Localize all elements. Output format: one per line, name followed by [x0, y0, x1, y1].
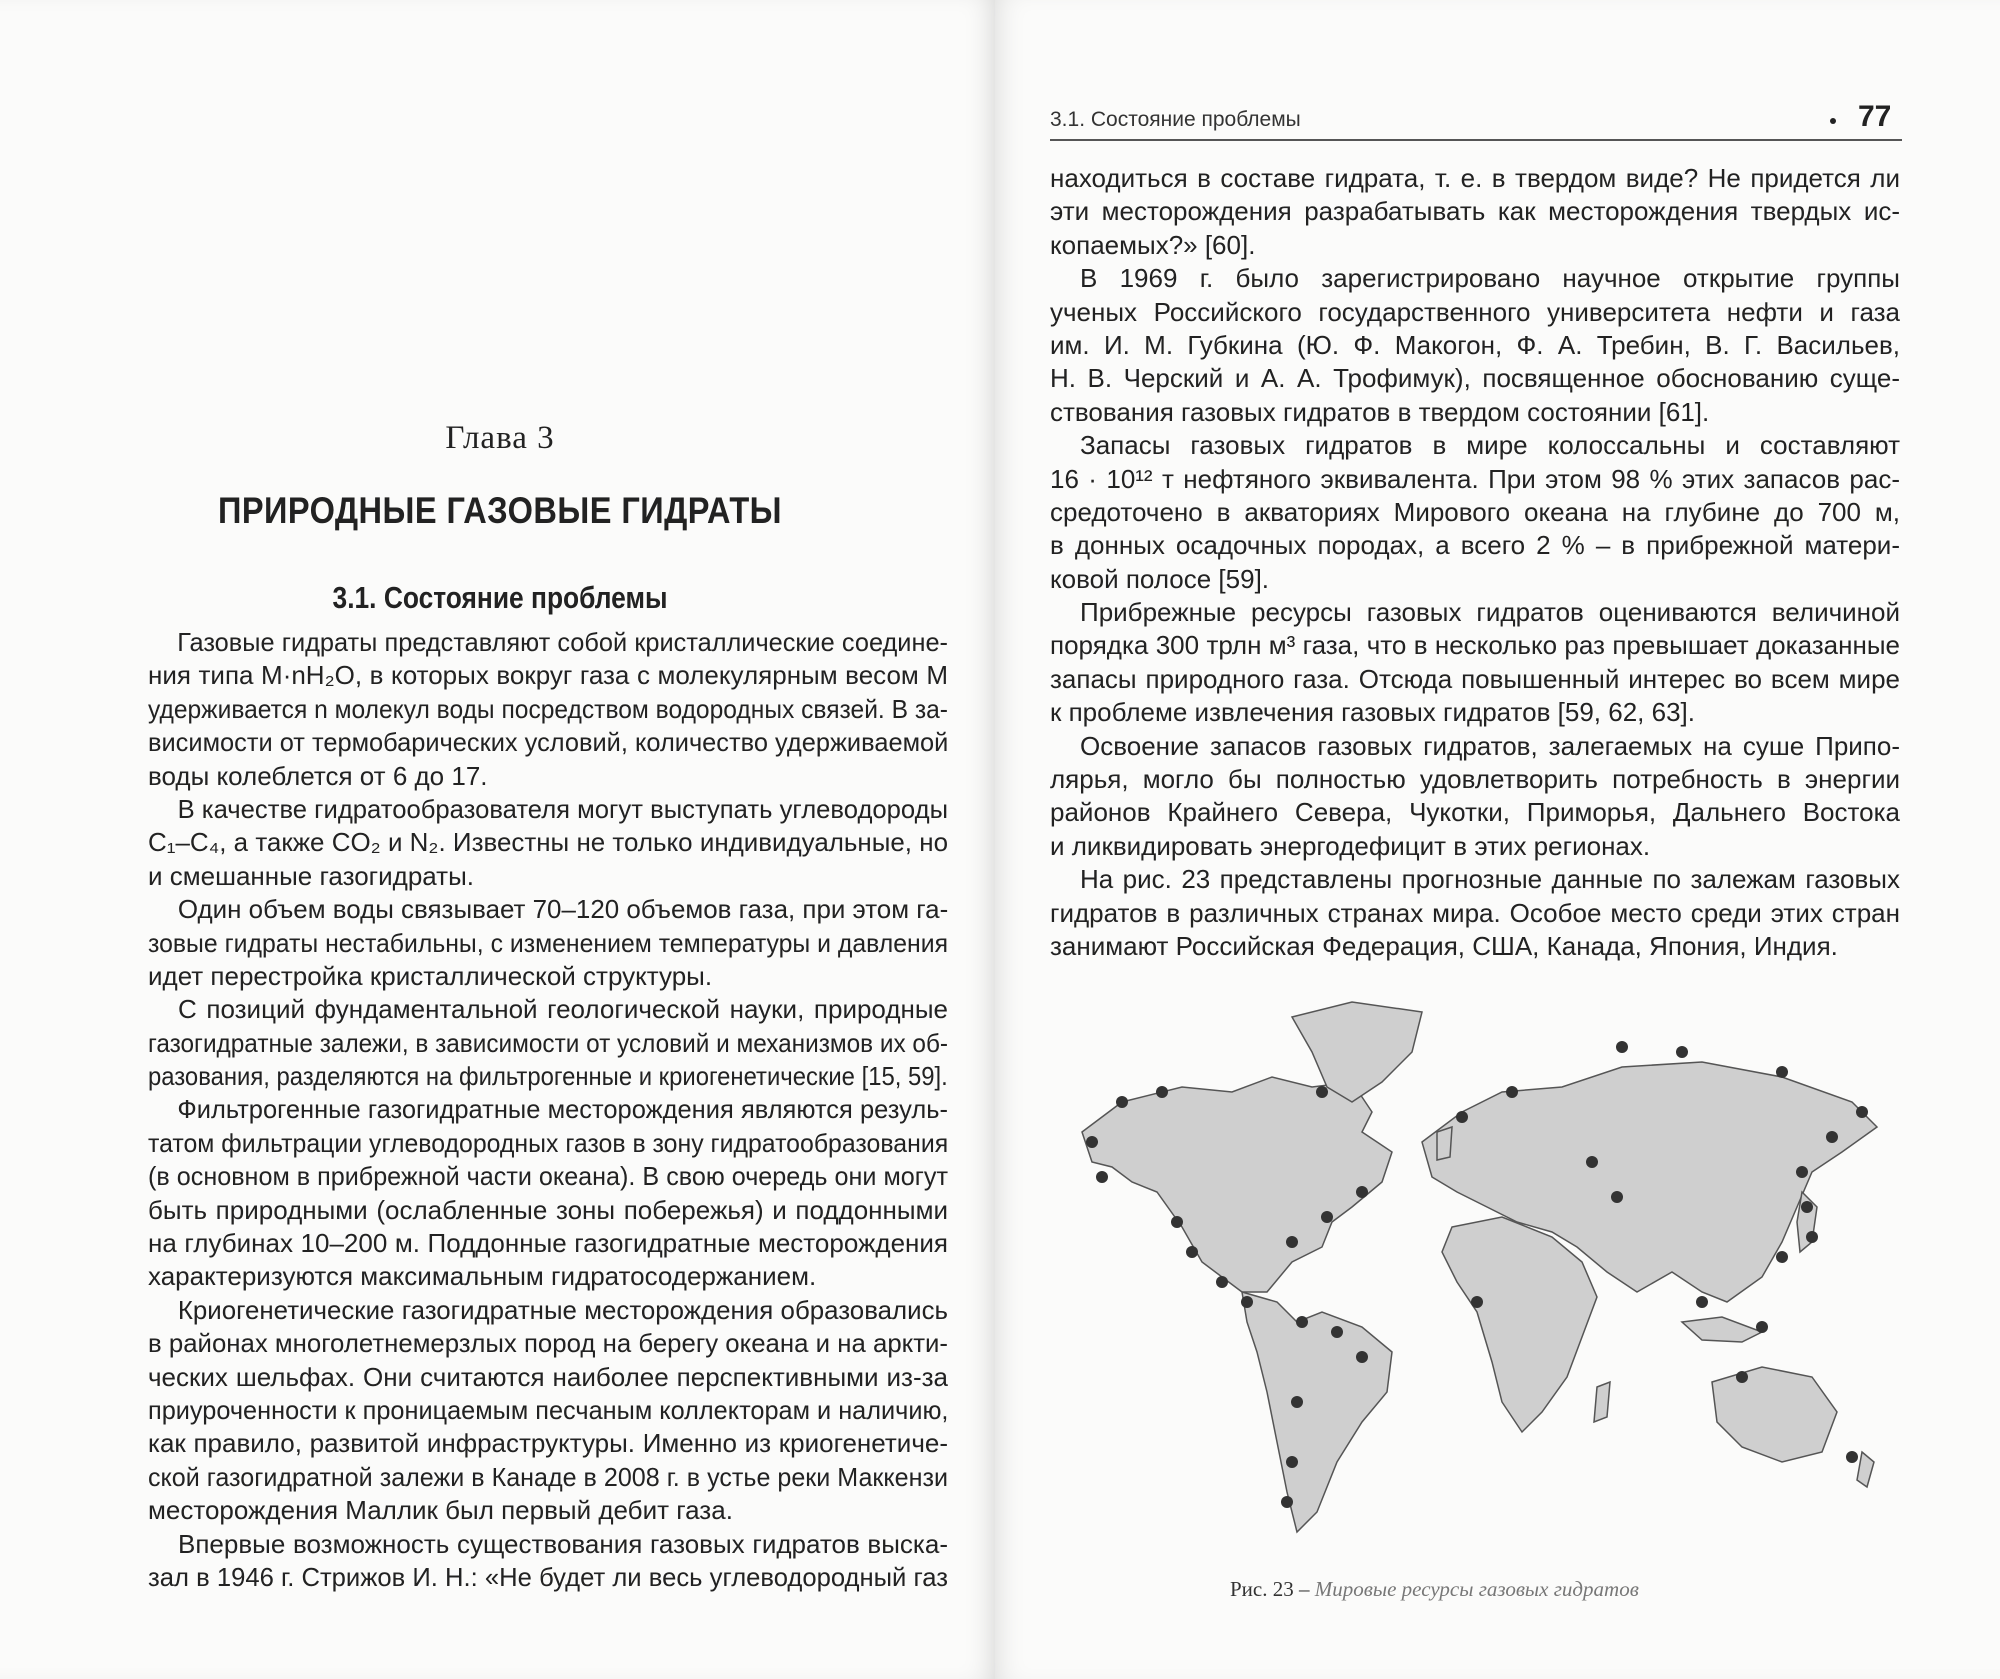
deposit-marker	[1736, 1371, 1748, 1383]
deposit-marker	[1776, 1251, 1788, 1263]
deposit-marker	[1316, 1086, 1328, 1098]
left-body-text	[148, 626, 948, 1594]
deposit-marker	[1216, 1276, 1228, 1288]
page-number: 77	[1858, 100, 1892, 133]
continents	[1082, 1002, 1877, 1532]
deposit-marker	[1806, 1231, 1818, 1243]
deposit-marker	[1086, 1136, 1098, 1148]
text-line: эти месторождения разрабатывать как месторождения твердых ис-	[1050, 196, 1900, 227]
text-line: районов Крайнего Севера, Чукотки, Приморья, Дальнего Востока	[1050, 797, 1900, 828]
text-line: к проблеме извлечения газовых гидратов [59, 62, 63].	[1050, 697, 1695, 728]
chapter-label: Глава 3	[445, 420, 555, 456]
text-line: ствования газовых гидратов в твердом состоянии [61].	[1050, 396, 1710, 427]
deposit-marker	[1616, 1041, 1628, 1053]
text-line: в донных осадочных породах, а всего 2 % – в прибрежной матери-	[1050, 530, 1900, 561]
text-line: С позиций фундаментальной геологической науки, природные	[178, 994, 948, 1025]
text-line: быть природными (ослабленные зоны побережья) и поддонными	[148, 1194, 948, 1225]
text-line: татом фильтрации углеводородных газов в зону гидратообразования	[148, 1127, 949, 1158]
text-line: и ликвидировать энергодефицит в этих регионах.	[1050, 830, 1651, 861]
deposit-marker	[1286, 1236, 1298, 1248]
text-line: Газовые гидраты представляют собой кристаллические соедине-	[177, 627, 948, 657]
text-line: Криогенетические газогидратные месторождения образовались	[177, 1294, 948, 1325]
text-line: разования, разделяются на фильтрогенные и криогенетические [15, 59].	[148, 1061, 948, 1092]
text-line: ния типа M·nH₂O, в которых вокруг газа с молекулярным весом M	[148, 660, 948, 691]
deposit-marker	[1756, 1321, 1768, 1333]
deposit-marker	[1171, 1216, 1183, 1228]
text-line: В качестве гидратообразователя могут выступать углеводороды	[177, 793, 948, 824]
deposit-marker	[1096, 1171, 1108, 1183]
deposit-marker	[1296, 1316, 1308, 1328]
south-america-shape	[1242, 1292, 1392, 1532]
text-line: зал в 1946 г. Стрижов И. Н.: «Не будет ли весь углеводородный газ	[148, 1561, 948, 1592]
header-bullet	[1830, 118, 1836, 124]
madagascar-shape	[1594, 1382, 1610, 1422]
text-line: порядка 300 трлн м³ газа, что в несколько раз превышает доказанные	[1050, 630, 1900, 661]
text-line: ской газогидратной залежи в Канаде в 2008 г. в устье реки Маккензи	[148, 1461, 948, 1492]
text-line: гидратов в различных странах мира. Особое место среди этих стран	[1050, 897, 1900, 928]
text-line: удерживается n молекул воды посредством водородных связей. В за-	[148, 693, 948, 724]
deposit-marker	[1356, 1186, 1368, 1198]
deposit-marker	[1846, 1451, 1858, 1463]
north-america-shape	[1082, 1077, 1392, 1292]
deposit-marker	[1456, 1111, 1468, 1123]
deposit-marker	[1321, 1211, 1333, 1223]
text-line: приуроченности к проницаемым песчаным коллекторам и наличию,	[148, 1394, 949, 1425]
deposit-marker	[1186, 1246, 1198, 1258]
text-line: воды колеблется от 6 до 17.	[148, 760, 488, 791]
text-line: Впервые возможность существования газовых гидратов выска-	[178, 1528, 948, 1559]
text-line: характеризуются максимальным гидратосодержанием.	[148, 1261, 817, 1292]
deposit-marker	[1291, 1396, 1303, 1408]
deposit-marker	[1116, 1096, 1128, 1108]
text-line: висимости от термобарических условий, количество удерживаемой	[148, 727, 949, 758]
deposit-marker	[1356, 1351, 1368, 1363]
text-line: ученых Российского государственного университета нефти и газа	[1050, 296, 1900, 327]
text-line: занимают Российская Федерация, США, Канада, Япония, Индия.	[1050, 930, 1838, 961]
header-rule	[1050, 139, 1902, 141]
deposit-marker	[1611, 1191, 1623, 1203]
deposit-marker	[1801, 1201, 1813, 1213]
deposit-marker	[1286, 1456, 1298, 1468]
text-line: газогидратные залежи, в зависимости от условий и механизмов их об-	[148, 1027, 949, 1058]
text-line: им. И. М. Губкина (Ю. Ф. Макогон, Ф. А. Требин, В. Г. Васильев,	[1050, 329, 1900, 360]
deposit-marker	[1776, 1066, 1788, 1078]
text-line: Запасы газовых гидратов в мире колоссальны и составляют	[1080, 430, 1900, 461]
text-line: На рис. 23 представлены прогнозные данные по залежам газовых	[1080, 864, 1900, 895]
deposit-marker	[1506, 1086, 1518, 1098]
text-line: в районах многолетнемерзлых пород на берегу океана и на аркти-	[148, 1328, 948, 1359]
text-line: на глубинах 10–200 м. Поддонные газогидратные месторождения	[148, 1228, 948, 1259]
deposit-marker	[1796, 1166, 1808, 1178]
deposit-marker	[1241, 1296, 1253, 1308]
text-line: и смешанные газогидраты.	[148, 860, 475, 891]
indonesia-shape	[1682, 1317, 1762, 1342]
uk-shape	[1437, 1127, 1452, 1160]
section-title: 3.1. Состояние проблемы	[332, 580, 668, 615]
running-head: 3.1. Состояние проблемы	[1050, 108, 1301, 131]
deposit-marker	[1826, 1131, 1838, 1143]
text-line: находиться в составе гидрата, т. е. в твердом виде? Не придется ли	[1050, 163, 1900, 193]
deposit-marker	[1696, 1296, 1708, 1308]
text-line: идет перестройка кристаллической структуры.	[148, 960, 713, 991]
text-line: C₁–C₄, а также CO₂ и N₂. Известны не только индивидуальные, но	[148, 827, 948, 858]
deposit-marker	[1156, 1086, 1168, 1098]
figure-caption	[1230, 1577, 1639, 1602]
caption-label: Рис. 23	[1230, 1577, 1294, 1601]
text-line: 16 · 10¹² т нефтяного эквивалента. При этом 98 % этих запасов рас-	[1050, 463, 1900, 494]
text-line: ческих шельфах. Они считаются наиболее перспективными из-за	[148, 1361, 948, 1392]
text-line: как правило, развитой инфраструктуры. Именно из криогенетиче-	[148, 1428, 948, 1459]
text-line: Н. В. Черский и А. А. Трофимук), посвященное обоснованию суще-	[1050, 363, 1900, 394]
text-line: лярья, могло бы полностью удовлетворить потребность в энергии	[1050, 764, 1900, 795]
africa-shape	[1442, 1217, 1597, 1432]
chapter-title: ПРИРОДНЫЕ ГАЗОВЫЕ ГИДРАТЫ	[218, 490, 782, 531]
australia-shape	[1712, 1367, 1837, 1462]
text-line: Фильтрогенные газогидратные месторождения являются резуль-	[177, 1094, 948, 1125]
world-map-figure	[1062, 992, 1892, 1547]
text-line: зовые гидраты нестабильны, с изменением температуры и давления	[148, 927, 948, 958]
text-line: месторождения Маллик был первый дебит газа.	[148, 1495, 733, 1526]
world-map	[1062, 992, 1892, 1547]
text-line: средоточено в акваториях Мирового океана на глубине до 700 м,	[1050, 496, 1900, 527]
text-line: Прибрежные ресурсы газовых гидратов оцениваются величиной	[1080, 597, 1900, 628]
deposit-marker	[1471, 1296, 1483, 1308]
text-line: ковой полосе [59].	[1050, 563, 1270, 594]
deposit-marker	[1856, 1106, 1868, 1118]
deposit-marker	[1281, 1496, 1293, 1508]
text-line: Один объем воды связывает 70–120 объемов газа, при этом га-	[177, 894, 949, 925]
deposit-marker	[1676, 1046, 1688, 1058]
caption-text: Мировые ресурсы газовых гидратов	[1314, 1577, 1639, 1601]
text-line: Освоение запасов газовых гидратов, залегаемых на суше Припо-	[1080, 730, 1900, 761]
new-zealand-shape	[1857, 1452, 1874, 1487]
deposit-marker	[1586, 1156, 1598, 1168]
text-line: запасы природного газа. Отсюда повышенный интерес во всем мире	[1050, 663, 1900, 694]
caption-dash: –	[1299, 1577, 1310, 1601]
deposit-marker	[1331, 1326, 1343, 1338]
text-line: (в основном в прибрежной части океана). В свою очередь они могут	[148, 1161, 948, 1192]
text-line: В 1969 г. было зарегистрировано научное открытие группы	[1080, 263, 1900, 294]
right-body-text	[1050, 162, 1900, 963]
text-line: копаемых?» [60].	[1050, 229, 1256, 260]
